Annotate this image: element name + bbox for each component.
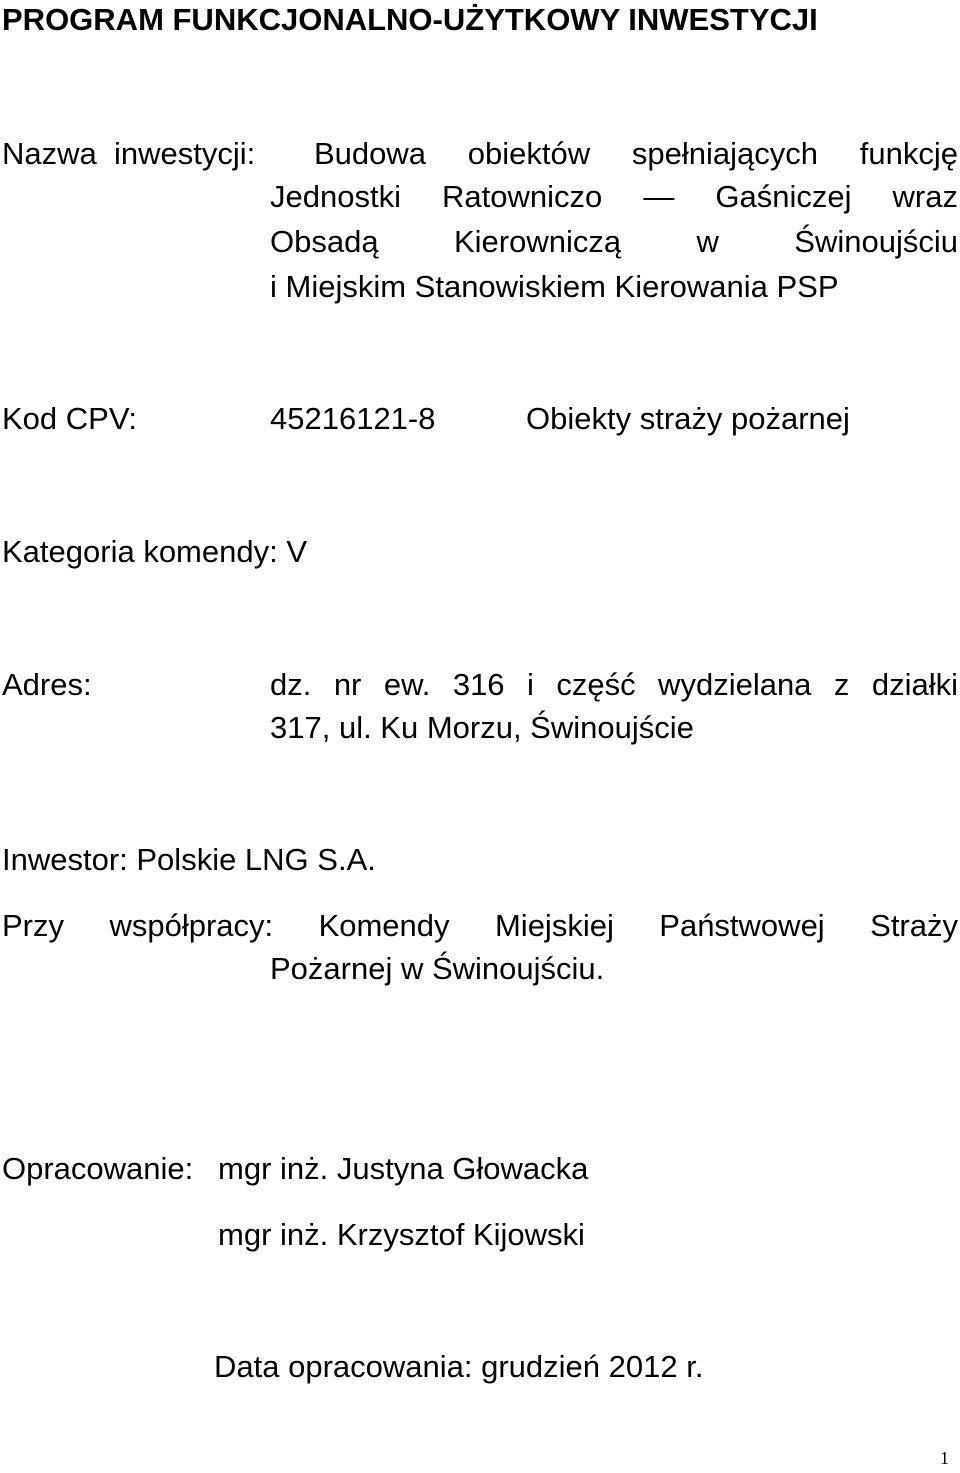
cooperation-line-2: Pożarnej w Świnoujściu. [270, 951, 605, 986]
address-line-1: dz. nr ew. 316 i część wydzielana z działki [270, 667, 958, 702]
prepared-label: Opracowanie: [2, 1151, 194, 1186]
investment-line-4: i Miejskim Stanowiskiem Kierowania PSP [270, 269, 839, 304]
investor: Inwestor: Polskie LNG S.A. [2, 842, 376, 877]
investment-line-3: Obsadą Kierowniczą w Świnoujściu [270, 224, 958, 259]
prepared-author-2: mgr inż. Krzysztof Kijowski [218, 1217, 585, 1252]
address-line-2: 317, ul. Ku Morzu, Świnoujście [270, 710, 694, 745]
address-label: Adres: [2, 667, 92, 702]
investment-label: Nazwa inwestycji: [2, 136, 256, 171]
document-title: PROGRAM FUNKCJONALNO-UŻYTKOWY INWESTYCJI [2, 2, 818, 37]
cpv-code: 45216121-8 [270, 401, 436, 436]
cpv-label: Kod CPV: [2, 401, 137, 436]
cooperation-line-1: Przy współpracy: Komendy Miejskiej Państwowej Straży [2, 908, 958, 943]
cpv-description: Obiekty straży pożarnej [526, 401, 850, 436]
investment-line-2: Jednostki Ratowniczo — Gaśniczej wraz [270, 179, 958, 214]
command-category: Kategoria komendy: V [2, 534, 308, 569]
preparation-date: Data opracowania: grudzień 2012 r. [214, 1349, 704, 1384]
investment-line-1: Budowa obiektów spełniających funkcję [314, 136, 958, 171]
prepared-author-1: mgr inż. Justyna Głowacka [218, 1151, 589, 1186]
page-number: 1 [940, 1448, 949, 1468]
